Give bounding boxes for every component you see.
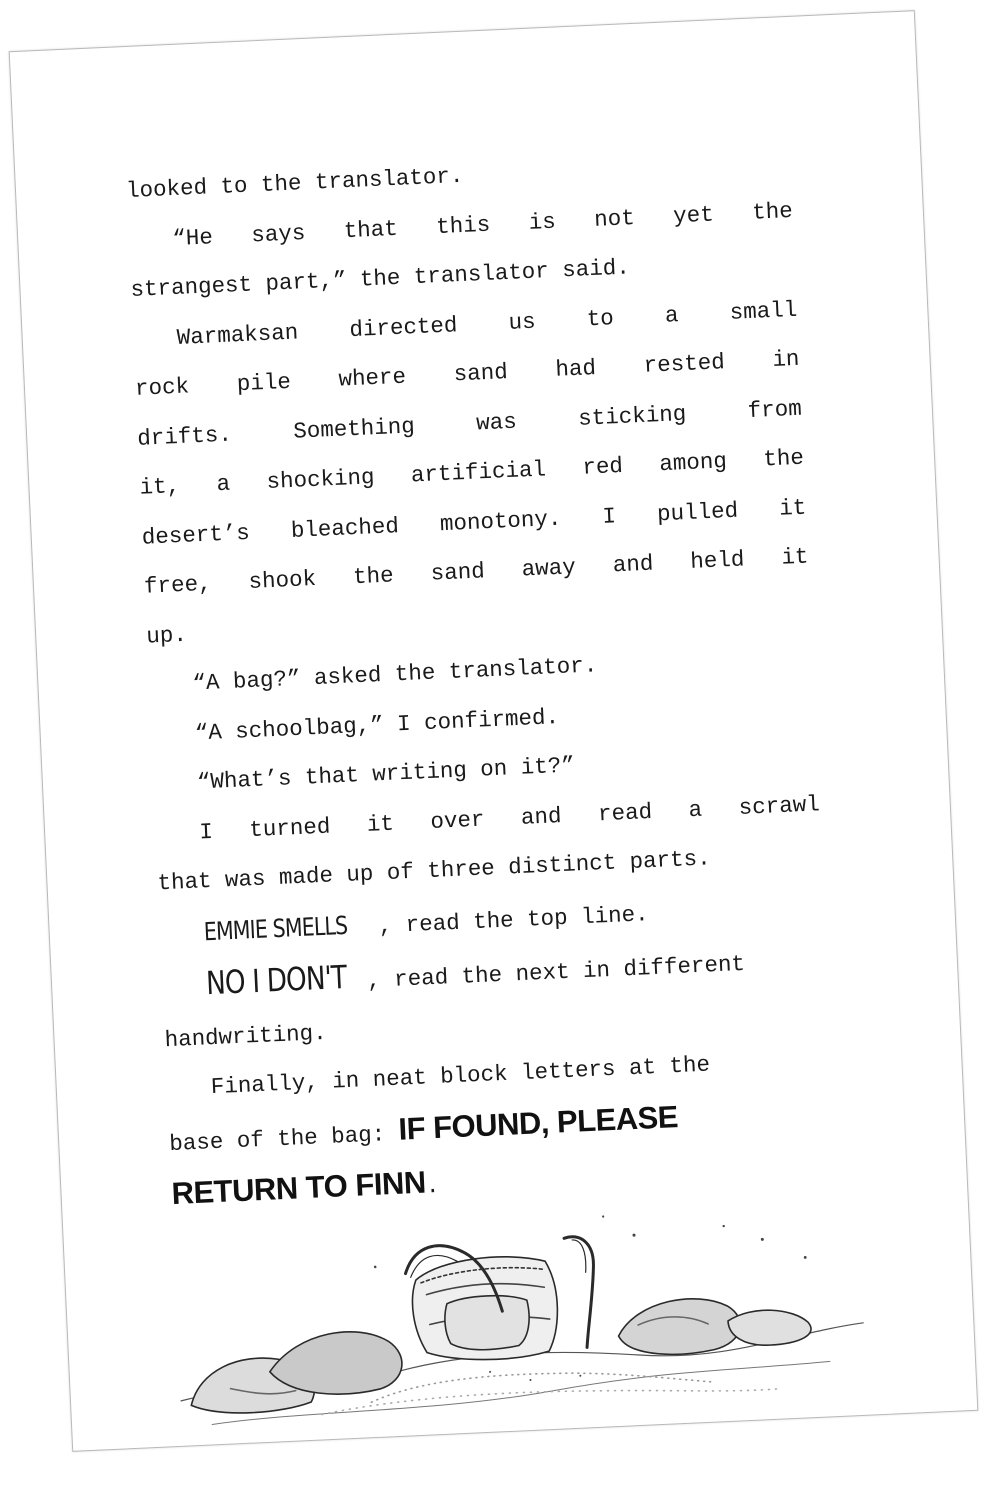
text-line: “What’s that writing on it?” [196,752,576,796]
word: in [771,345,801,373]
word: artificial [410,456,547,489]
handwriting-no-i-dont: NO I DON'T [205,957,348,1003]
word: rock [134,373,190,402]
word: it [778,494,807,522]
word: bleached [290,512,400,544]
block-letters-return-to-finn: RETURN TO FINN [170,1164,427,1212]
word: and [612,550,654,579]
word: sand [430,558,486,587]
text-line: strangest part,” the translator said. [130,254,631,303]
word: away [521,554,577,583]
word: a [688,796,703,823]
word: a [215,470,231,498]
word: small [729,296,798,326]
word: shook [248,565,317,595]
page-text [125,137,837,1224]
word: desert’s [141,519,251,551]
word: it, [139,472,181,501]
word: Something [292,412,416,445]
word: that [343,215,399,244]
word: monotony. [439,505,562,537]
word: yet [672,200,715,229]
text-line: handwriting. [164,1019,328,1053]
text-fragment: base of the bag: [168,1120,400,1157]
word: it [780,543,809,571]
word: turned [248,813,331,843]
word: directed [348,311,458,343]
word: us [507,308,537,336]
word: Warmaksan [176,318,299,351]
text-line: “A bag?” asked the translator. [191,652,598,697]
text-line: up. [145,621,188,650]
word: the [352,562,395,591]
word: the [751,197,794,226]
word: shocking [266,464,376,496]
text-fragment: , read the top line. [378,900,650,939]
word: pulled [656,497,739,527]
text-fragment: . [425,1172,440,1200]
word: “He [171,223,214,252]
schoolbag-in-sand-icon [162,1165,873,1446]
block-letters-if-found: IF FOUND, PLEASE [397,1098,679,1147]
word: I [198,818,214,845]
text-line: “A schoolbag,” I confirmed. [194,703,560,747]
word: free, [143,570,213,600]
word: among [658,448,728,478]
word: it [366,810,395,838]
word: this [435,211,491,240]
word: from [747,395,803,424]
word: red [581,452,624,481]
word: rested [643,349,726,379]
word: the [762,444,805,473]
word: over [429,806,486,835]
word: is [528,208,557,236]
word: where [337,363,407,393]
word: pile [236,368,292,398]
text-line: Finally, in neat block letters at the [210,1051,711,1101]
word: a [664,301,680,329]
word: sticking [577,400,687,432]
word: was [475,408,518,436]
word: drifts. [136,421,233,452]
word: I [601,502,617,530]
word: and [520,802,563,831]
text-line: looked to the translator. [125,162,464,205]
word: sand [453,358,509,388]
word: scrawl [738,790,821,821]
book-page [9,10,979,1452]
word: says [250,219,306,248]
word: held [689,546,745,575]
text-fragment: , read the next in different [366,950,746,994]
text-line: that was made up of three distinct parts. [156,845,712,897]
handwriting-emmie-smells: EMMIE SMELLS [203,910,348,946]
word: read [597,798,653,827]
word: not [593,204,636,233]
word: had [554,354,597,383]
word: to [586,304,615,332]
